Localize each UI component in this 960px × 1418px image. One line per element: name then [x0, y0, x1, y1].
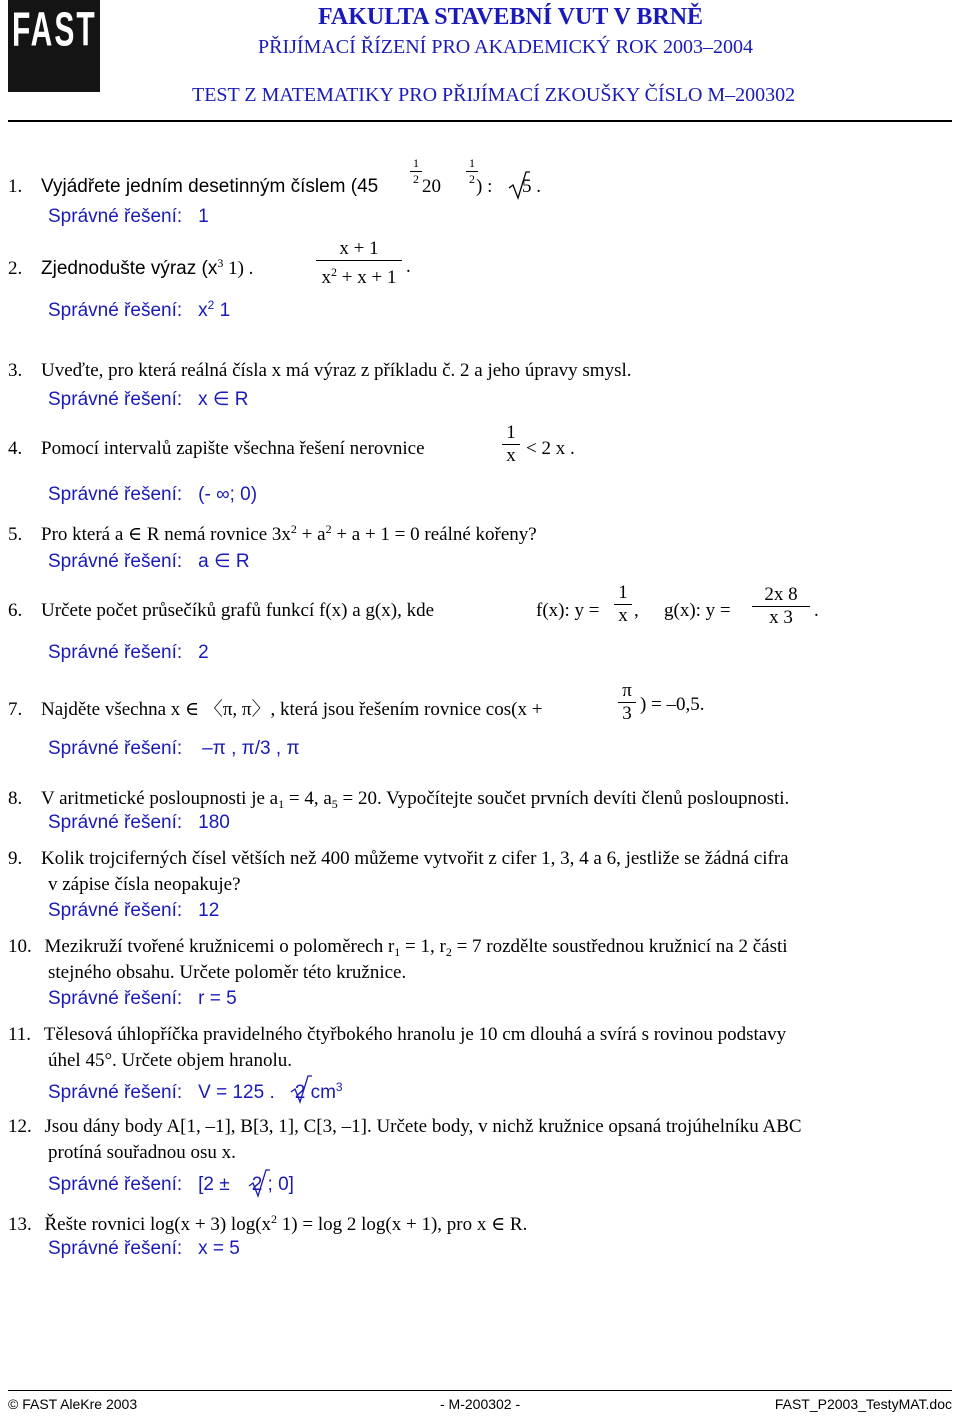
- sqrt-symbol-11: [290, 1074, 312, 1104]
- problem-12-line-2: protíná souřadnou osu x.: [48, 1142, 236, 1163]
- footer-left: © FAST AleKre 2003: [8, 1396, 138, 1412]
- exponent-1: 1 2: [410, 156, 422, 187]
- problem-8: 8. V aritmetické posloupnosti je $a_1 = 4$, $a_5 = 20$. Vypočítejte součet prvních devíti členů posloupnosti.: [8, 788, 790, 811]
- fraction-g: 2x 8 x 3: [752, 584, 810, 629]
- header-rule: [8, 120, 952, 122]
- faculty-title: FAKULTA STAVEBNÍ VUT V BRNĚ: [318, 4, 704, 30]
- test-title: TEST Z MATEMATIKY PRO PŘIJÍMACÍ ZKOUŠKY ČÍSLO M–200302: [192, 84, 796, 106]
- answer-2: Správné řešení: $x^2$ 1: [48, 298, 231, 321]
- problem-1-part-c: ) :: [476, 176, 493, 197]
- problem-11: 11. Tělesová úhlopříčka pravidelného čtyřbokého hranolu je 10 cm dlouhá a svírá s rovinou podstavy: [8, 1024, 787, 1045]
- fraction-4: 1 x: [502, 422, 520, 467]
- problem-6-tail: .: [814, 600, 819, 621]
- fraction-f: 1 x: [614, 582, 632, 627]
- problem-1: 1. Vyjádřete jedním desetinným číslem (45: [8, 176, 379, 197]
- problem-11-line-2: úhel 45°. Určete objem hranolu.: [48, 1050, 292, 1071]
- problem-1-part-d: 5 .: [522, 176, 541, 197]
- problem-7-tail: ) = –0,5.: [640, 694, 705, 715]
- sqrt-symbol-12: [248, 1168, 270, 1198]
- g-label: g(x): y =: [664, 600, 731, 621]
- problem-12: 12. Jsou dány body A[1, –1], B[3, 1], C[3, –1]. Určete body, v nichž kružnice opsaná trojúhelníku ABC: [8, 1116, 802, 1137]
- problem-2: 2. Zjednodušte výraz ($x^3$ 1) .: [8, 256, 254, 279]
- f-label: f(x): y =: [536, 600, 600, 621]
- answer-1: Správné řešení: 1: [48, 206, 209, 227]
- comma: ,: [634, 600, 639, 621]
- problem-4: 4. Pomocí intervalů zapište všechna řešení nerovnice: [8, 438, 425, 459]
- footer-center: - M-200302 -: [440, 1396, 521, 1412]
- problem-13: 13. Řešte rovnici log(x + 3) $\log(x^2$ 1) = log 2 log(x + 1), pro x ∈ R.: [8, 1212, 528, 1235]
- fraction-7: π 3: [618, 680, 636, 725]
- problem-9-line-2: v zápise čísla neopakuje?: [48, 874, 241, 895]
- answer-5: Správné řešení: a ∈ R: [48, 551, 250, 572]
- problem-5: 5. Pro která a ∈ R nemá rovnice $3x^2 + a^2 + a + 1 = 0$ reálné kořeny?: [8, 522, 537, 545]
- answer-9: Správné řešení: 12: [48, 900, 220, 921]
- problem-1-part-b: 20: [422, 176, 441, 197]
- answer-11: Správné řešení: V = 125 . 2 $cm^3$: [48, 1080, 343, 1103]
- answer-8: Správné řešení: 180: [48, 812, 230, 833]
- problem-2-tail: .: [406, 256, 411, 277]
- admission-title: PŘIJÍMACÍ ŘÍZENÍ PRO AKADEMICKÝ ROK 2003–2004: [258, 36, 754, 58]
- footer-right: FAST_P2003_TestyMAT.doc: [774, 1396, 952, 1412]
- footer-rule: [8, 1390, 952, 1391]
- answer-7: Správné řešení: –π , π/3 , π: [48, 738, 300, 759]
- problem-3: 3. Uveďte, pro která reálná čísla x má výraz z příkladu č. 2 a jeho úpravy smysl.: [8, 360, 632, 381]
- answer-13: Správné řešení: x = 5: [48, 1238, 240, 1259]
- answer-10: Správné řešení: r = 5: [48, 988, 237, 1009]
- problem-7: 7. Najděte všechna x ∈ 〈π, π〉, která jsou řešením rovnice cos(x +: [8, 699, 543, 720]
- answer-4: Správné řešení: (- ∞; 0): [48, 484, 258, 505]
- problem-9: 9. Kolik trojciferných čísel větších než 400 můžeme vytvořit z cifer 1, 3, 4 a 6, jestliže se žádná cifra: [8, 848, 789, 869]
- logo-text: FAST: [12, 3, 97, 57]
- problem-10: 10. Mezikruží tvořené kružnicemi o poloměrech $r_1 = 1$, $r_2 = 7$ rozdělte soustřednou kružnicí na 2 části: [8, 936, 788, 959]
- problem-4-tail: < 2 x .: [526, 438, 575, 459]
- answer-6: Správné řešení: 2: [48, 642, 209, 663]
- problem-10-line-2: stejného obsahu. Určete poloměr této kružnice.: [48, 962, 407, 983]
- problem-6: 6. Určete počet průsečíků grafů funkcí f(x) a g(x), kde: [8, 600, 435, 621]
- answer-12: Správné řešení: [2 ± 2 ; 0]: [48, 1174, 294, 1195]
- answer-3: Správné řešení: x ∈ R: [48, 389, 249, 410]
- exponent-2: 1 2: [466, 156, 478, 187]
- fast-logo: [8, 0, 100, 92]
- fraction-2: x + 1 $x^2 + x + 1$: [316, 238, 402, 289]
